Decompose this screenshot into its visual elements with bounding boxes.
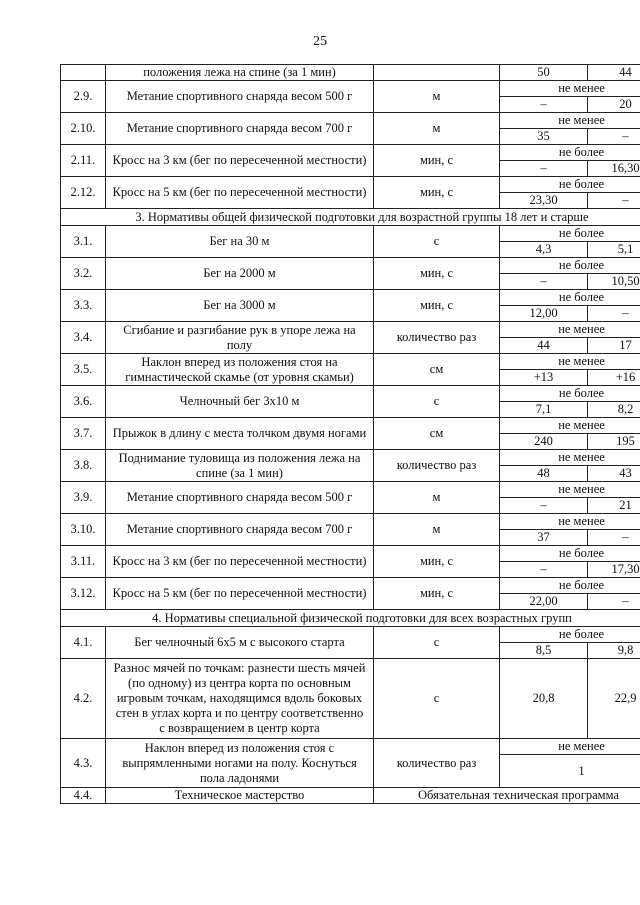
row-number: 3.5. [61,354,106,386]
row-number: 3.9. [61,482,106,514]
unit: м [374,514,500,546]
value-1: 240 [500,434,588,450]
exercise-name: Метание спортивного снаряда весом 500 г [106,482,374,514]
row-number: 3.11. [61,546,106,578]
row-number: 2.10. [61,113,106,145]
row-number: 2.9. [61,81,106,113]
table-row [61,145,640,161]
exercise-name: Метание спортивного снаряда весом 700 г [106,113,374,145]
condition: не менее [500,450,640,466]
section-title: 4. Нормативы специальной физической подготовки для всех возрастных групп [61,610,640,627]
value-1: 37 [500,530,588,546]
table-row [61,290,640,306]
condition: не более [500,177,640,193]
program-requirement: Обязательная техническая программа [374,788,640,804]
unit: с [374,386,500,418]
exercise-name: Наклон вперед из положения стоя с выпрямленными ногами на полу. Коснуться пола ладонями [106,739,374,788]
value-1: – [500,562,588,578]
table-row [61,627,640,643]
value-1: – [500,97,588,113]
value-1: 22,00 [500,594,588,610]
condition: не более [500,226,640,242]
table-row [61,788,640,804]
row-number: 3.8. [61,450,106,482]
value-2: 44 [588,65,640,81]
table-row [61,81,640,97]
unit: с [374,627,500,659]
value-1: – [500,161,588,177]
condition: не более [500,627,640,643]
condition: не менее [500,418,640,434]
table-row [61,354,640,370]
condition: не более [500,546,640,562]
unit: мин, с [374,578,500,610]
table-row [61,450,640,466]
table-row [61,514,640,530]
table-row [61,659,640,739]
exercise-name: Метание спортивного снаряда весом 700 г [106,514,374,546]
value-1: 20,8 [500,659,588,739]
condition: не более [500,578,640,594]
value-1: 50 [500,65,588,81]
table-row [61,65,640,81]
condition: не менее [500,739,640,755]
row-number: 4.1. [61,627,106,659]
row-number: 3.1. [61,226,106,258]
unit: см [374,418,500,450]
table-row [61,177,640,193]
value-1: 35 [500,129,588,145]
exercise-name: Кросс на 5 км (бег по пересеченной местности) [106,177,374,209]
unit: количество раз [374,739,500,788]
row-number [61,65,106,81]
value-1: +13 [500,370,588,386]
condition: не более [500,145,640,161]
unit: мин, с [374,258,500,290]
exercise-name: положения лежа на спине (за 1 мин) [106,65,374,81]
condition: не менее [500,482,640,498]
value-1: – [500,498,588,514]
value-2: 16,30 [588,161,640,177]
value-2: 17 [588,338,640,354]
condition: не менее [500,514,640,530]
value-2: 21 [588,498,640,514]
value-1: 7,1 [500,402,588,418]
row-number: 3.7. [61,418,106,450]
unit: см [374,354,500,386]
row-number: 3.6. [61,386,106,418]
value-2: 8,2 [588,402,640,418]
condition: не менее [500,322,640,338]
value-2: – [588,193,640,209]
table-row [61,739,640,755]
row-number: 3.4. [61,322,106,354]
exercise-name: Сгибание и разгибание рук в упоре лежа на полу [106,322,374,354]
condition: не менее [500,354,640,370]
unit: мин, с [374,546,500,578]
value-1: 48 [500,466,588,482]
value-1: 44 [500,338,588,354]
norms-table [60,64,640,804]
exercise-name: Разнос мячей по точкам: разнести шесть мячей (по одному) из центра корта по основным игровым точкам, находящимся вдоль боковых стен в углах корта и по центру соответственно с возвращением в центр корта [106,659,374,739]
unit: мин, с [374,177,500,209]
exercise-name: Метание спортивного снаряда весом 500 г [106,81,374,113]
row-number: 3.2. [61,258,106,290]
condition: не менее [500,113,640,129]
table-row [61,322,640,338]
unit: м [374,113,500,145]
value-2: – [588,129,640,145]
unit: с [374,659,500,739]
table-row [61,482,640,498]
section-title: 3. Нормативы общей физической подготовки для возрастной группы 18 лет и старше [61,209,640,226]
exercise-name: Кросс на 5 км (бег по пересеченной местности) [106,578,374,610]
value-2: 9,8 [588,643,640,659]
row-number: 2.12. [61,177,106,209]
page-number: 25 [313,34,327,49]
unit: количество раз [374,322,500,354]
value-1: 8,5 [500,643,588,659]
row-number: 2.11. [61,145,106,177]
table-row [61,546,640,562]
exercise-name: Бег на 3000 м [106,290,374,322]
value-2: – [588,594,640,610]
row-number: 4.3. [61,739,106,788]
condition: не более [500,258,640,274]
value-2: – [588,530,640,546]
unit: м [374,482,500,514]
table-row [61,386,640,402]
exercise-name: Техническое мастерство [106,788,374,804]
condition: не менее [500,81,640,97]
unit [374,65,500,81]
row-number: 3.3. [61,290,106,322]
exercise-name: Кросс на 3 км (бег по пересеченной местности) [106,145,374,177]
value-2: 20 [588,97,640,113]
exercise-name: Поднимание туловища из положения лежа на спине (за 1 мин) [106,450,374,482]
table-row [61,418,640,434]
section-header-row [61,209,640,226]
value-2: – [588,306,640,322]
value-2: 17,30 [588,562,640,578]
exercise-name: Бег челночный 6х5 м с высокого старта [106,627,374,659]
value-1: – [500,274,588,290]
exercise-name: Бег на 2000 м [106,258,374,290]
value-2: 10,50 [588,274,640,290]
unit: мин, с [374,145,500,177]
row-number: 4.2. [61,659,106,739]
table-row [61,113,640,129]
value-2: 195 [588,434,640,450]
condition: не более [500,290,640,306]
unit: с [374,226,500,258]
row-number: 4.4. [61,788,106,804]
unit: мин, с [374,290,500,322]
section-header-row [61,610,640,627]
unit: м [374,81,500,113]
value-1: 12,00 [500,306,588,322]
table-row [61,258,640,274]
table-row [61,226,640,242]
exercise-name: Челночный бег 3х10 м [106,386,374,418]
unit: количество раз [374,450,500,482]
value: 1 [500,755,640,788]
row-number: 3.12. [61,578,106,610]
value-2: +16 [588,370,640,386]
value-1: 23,30 [500,193,588,209]
condition: не более [500,386,640,402]
value-2: 22,9 [588,659,640,739]
table-row [61,578,640,594]
exercise-name: Наклон вперед из положения стоя на гимнастической скамье (от уровня скамьи) [106,354,374,386]
row-number: 3.10. [61,514,106,546]
value-2: 43 [588,466,640,482]
exercise-name: Бег на 30 м [106,226,374,258]
value-2: 5,1 [588,242,640,258]
value-1: 4,3 [500,242,588,258]
exercise-name: Кросс на 3 км (бег по пересеченной местности) [106,546,374,578]
exercise-name: Прыжок в длину с места толчком двумя ногами [106,418,374,450]
